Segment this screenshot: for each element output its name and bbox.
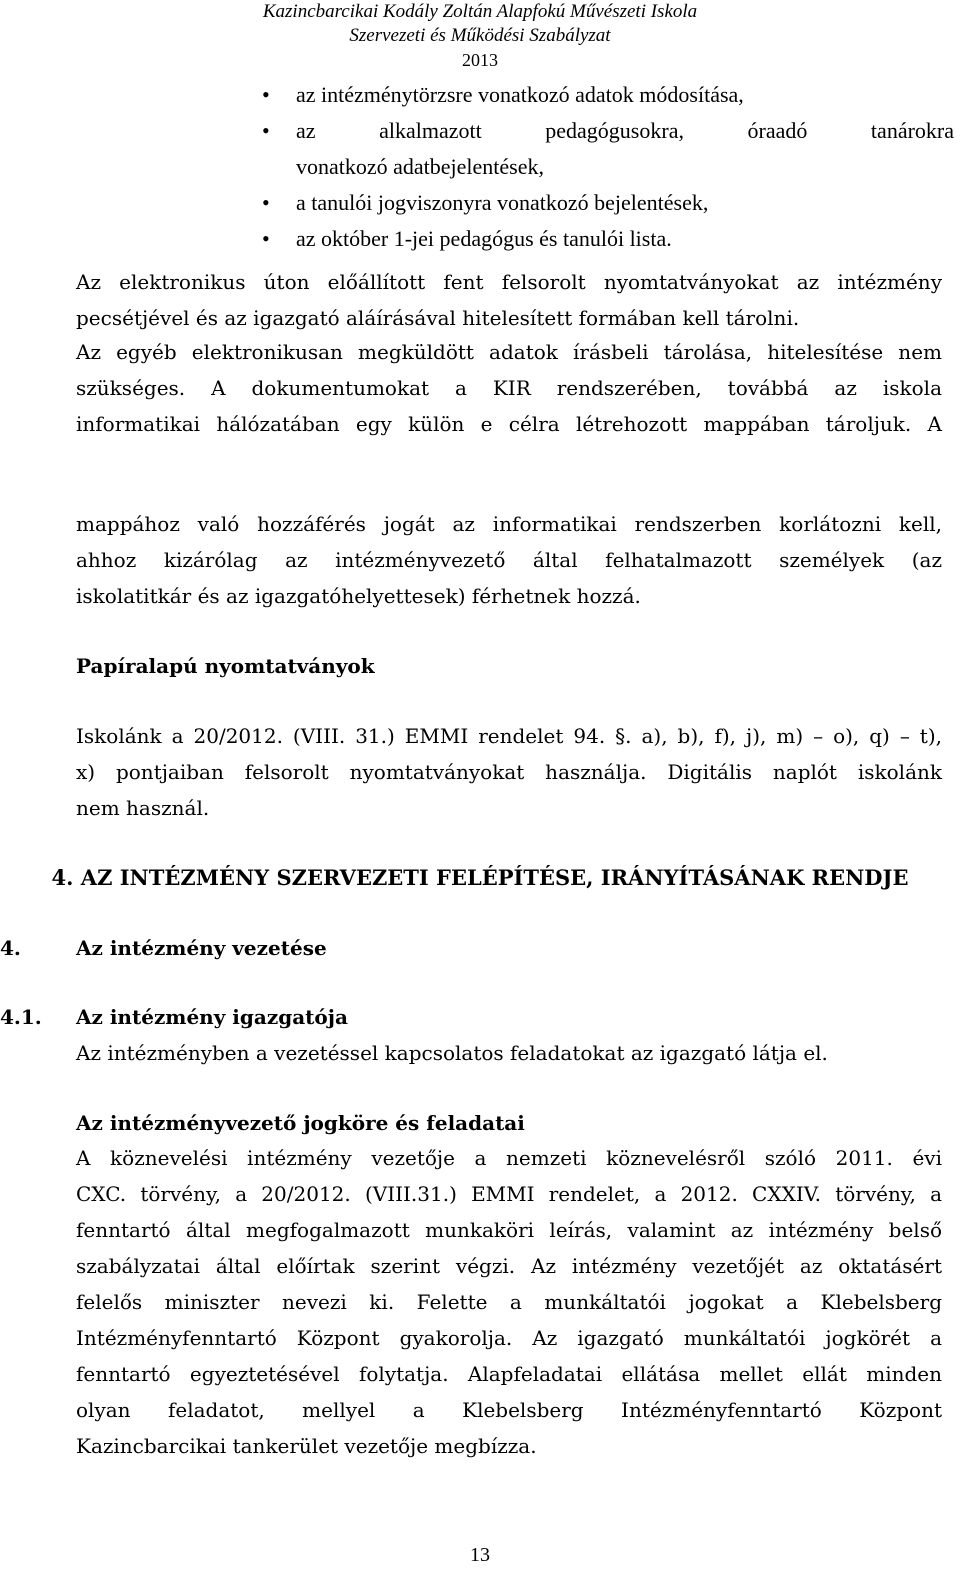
- text-line: szabályzatai által előírtak szerint végzi. Az intézmény vezetőjét az oktatásért: [76, 1254, 942, 1278]
- text-line: olyan feladatot, mellyel a Klebelsberg Intézményfenntartó Központ: [76, 1398, 942, 1422]
- text-line: iskolatitkár és az igazgatóhelyettesek) férhetnek hozzá.: [76, 584, 641, 608]
- heading-text: Papíralapú nyomtatványok: [76, 654, 375, 678]
- text-line: pecsétjével és az igazgató aláírásával hitelesített formában kell tárolni.: [76, 306, 800, 330]
- text-line: Kazincbarcikai tankerület vezetője megbízza.: [76, 1434, 537, 1458]
- text-line: mappához való hozzáférés jogát az informatikai rendszerben korlátozni kell,: [76, 512, 942, 536]
- paragraph-director-duties: [76, 1140, 942, 1464]
- list-item: [262, 113, 954, 185]
- paragraph-electronic-forms: [76, 264, 942, 336]
- text-line: nem használ.: [76, 796, 210, 820]
- paragraph-paper-forms: [76, 718, 942, 826]
- subsection-title: Az intézmény igazgatója: [76, 1005, 348, 1029]
- list-item: [262, 77, 954, 113]
- heading-text: Az intézményvezető jogköre és feladatai: [76, 1111, 525, 1135]
- text-line: Az egyéb elektronikusan megküldött adatok írásbeli tárolása, hitelesítése nem: [76, 340, 942, 364]
- text-line: Az elektronikus úton előállított fent felsorolt nyomtatványokat az intézmény: [76, 270, 942, 294]
- text-line: A köznevelési intézmény vezetője a nemzeti köznevelésről szóló 2011. évi: [76, 1146, 942, 1170]
- list-item-text: • a tanulói jogviszonyra vonatkozó bejelentések,: [296, 190, 709, 215]
- text-line: szükséges. A dokumentumokat a KIR rendszerében, továbbá az iskola: [76, 376, 942, 400]
- section-title-text: Az intézmény vezetése: [76, 936, 327, 960]
- subsection-block: [76, 999, 942, 1071]
- text-line: Iskolánk a 20/2012. (VIII. 31.) EMMI rendelet 94. §. a), b), f), j), m) – o), q) – t),: [76, 724, 942, 748]
- subsection-number: 4.1.: [0, 1005, 42, 1029]
- chapter-heading: 4. AZ INTÉZMÉNY SZERVEZETI FELÉPÍTÉSE, IRÁNYÍTÁSÁNAK RENDJE: [51, 865, 909, 890]
- list-item-text: • az október 1-jei pedagógus és tanulói lista.: [296, 226, 672, 251]
- text-line: Intézményfenntartó Központ gyakorolja. Az igazgató munkáltatói jogkörét a: [76, 1326, 942, 1350]
- header-document-title: Szervezeti és Működési Szabályzat: [349, 25, 611, 46]
- text-line: x) pontjaiban felsorolt nyomtatványokat használja. Digitális naplót iskolánk: [76, 760, 942, 784]
- text-line: CXC. törvény, a 20/2012. (VIII.31.) EMMI rendelet, a 2012. CXXIV. törvény, a: [76, 1182, 942, 1206]
- paragraph-electronic-storage: [76, 334, 942, 442]
- text-line: ahhoz kizárólag az intézményvezető által felhatalmazott személyek (az: [76, 548, 942, 572]
- paragraph-folder-access: [76, 506, 942, 614]
- heading-paper-forms: [76, 648, 942, 684]
- page-number: 13: [470, 1544, 490, 1566]
- subsection-text: Az intézményben a vezetéssel kapcsolatos feladatokat az igazgató látja el.: [76, 1041, 828, 1065]
- text-line: informatikai hálózatában egy külön e célra létrehozott mappában tároljuk. A: [76, 412, 942, 436]
- section-title: [76, 930, 942, 966]
- list-item-text: vonatkozó adatbejelentések,: [296, 154, 545, 179]
- list-item-text: • az alkalmazott pedagógusokra, óraadó tanárokra: [296, 118, 954, 143]
- text-line: felelős miniszter nevezi ki. Felette a munkáltatói jogokat a Klebelsberg: [76, 1290, 942, 1314]
- bullet-list: [262, 77, 954, 257]
- list-item: [262, 221, 954, 257]
- heading-director-duties: [76, 1105, 942, 1141]
- header-year: 2013: [462, 50, 498, 70]
- list-item-text: • az intézménytörzsre vonatkozó adatok módosítása,: [296, 82, 744, 107]
- list-item: [262, 185, 954, 221]
- text-line: fenntartó egyeztetésével folytatja. Alapfeladatai ellátása mellet ellát minden: [76, 1362, 942, 1386]
- section-number: 4.: [0, 936, 21, 960]
- text-line: fenntartó által megfogalmazott munkaköri leírás, valamint az intézmény belső: [76, 1218, 942, 1242]
- header-school-name: Kazincbarcikai Kodály Zoltán Alapfokú Művészeti Iskola: [262, 1, 698, 22]
